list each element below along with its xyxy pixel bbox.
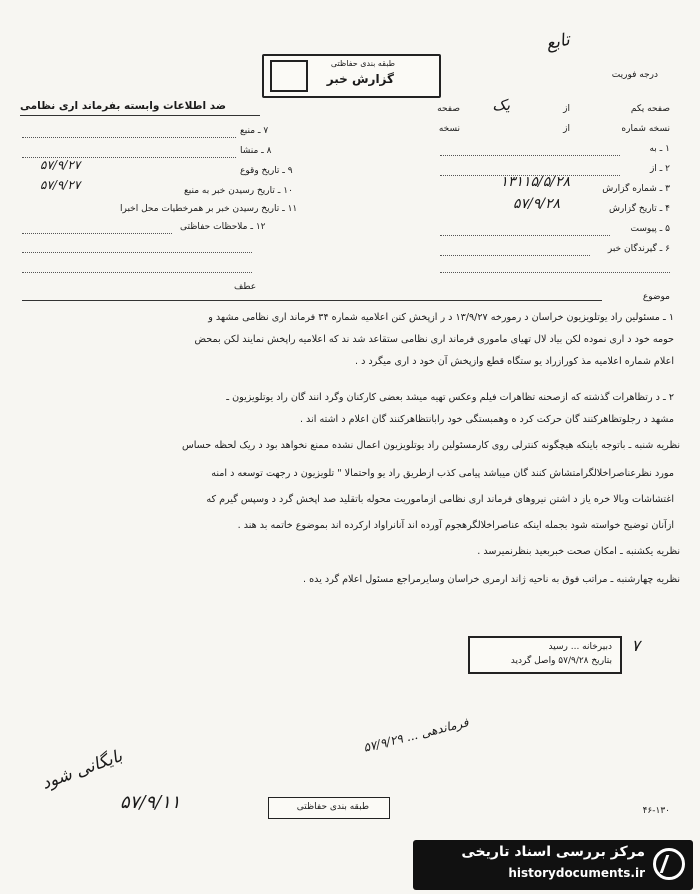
body-line: ۱ ـ مسئولین راد یوتلویزیون خراسان د رمورخه ۱۳/۹/۲۷ د ر ازپخش کنن اعلامیه شماره ۳۴ فرماند اری نظامی مشهد و — [208, 312, 674, 323]
watermark-title: مرکز بررسی اسناد تاریخی — [461, 844, 645, 860]
field-line — [22, 252, 252, 253]
unit-title: ضد اطلاعات وابسته بفرماند اری نظامی — [20, 100, 227, 112]
field-label: ۱۰ ـ تاریخ رسیدن خبر به منبع — [184, 186, 293, 196]
field-mid: از — [563, 104, 570, 114]
field-label: ۹ ـ تاریخ وقوع — [240, 166, 293, 176]
field-line — [440, 255, 590, 256]
field-label: ۶ ـ گیرندگان خبر — [607, 244, 670, 254]
field-label: ۱۲ ـ ملاحظات حفاظتی — [180, 222, 266, 232]
form-code: ۴۶-۱۳۰ — [642, 806, 670, 816]
bottom-stamp-label: طبقه بندی حفاظتی — [296, 802, 369, 812]
subject-left-label: عطف — [234, 282, 257, 292]
field-line — [22, 137, 236, 138]
body-line: نظریه یکشنبه ـ امکان صحت خبربعید بنظرنمیرسد . — [477, 546, 680, 557]
field-end: صفحه — [437, 104, 460, 114]
field-end: نسخه — [438, 124, 460, 134]
unit-title-underline — [20, 115, 260, 116]
field-label: ۳ ـ شماره گزارش — [602, 184, 670, 194]
watermark-url: historydocuments.ir — [508, 866, 645, 880]
body-line: ۲ ـ د رتظاهرات گذشته که ازصحنه تظاهرات فیلم وعکس تهیه میشد بعضی کارکنان وگرد انند گان راد یوتلویزیون ـ — [226, 392, 674, 403]
field-label: صفحه یکم — [630, 104, 670, 114]
field-label: ۴ ـ تاریخ گزارش — [608, 204, 670, 214]
body-line: مشهد د رجلوتظاهرکنند گان حرکت کرد ه وهمبستگی خود رابانتظاهرکنند گان اعلام د اشته اند . — [299, 414, 674, 425]
body-line: نظریه شنبه ـ باتوجه باینکه هیچگونه کنترلی روی کارمسئولین راد یوتلویزیون اعمال نشده ممنع نخواهد بود د ریک لحظه حساس — [182, 440, 680, 451]
field-label: ۷ ـ منبع — [240, 126, 269, 136]
receipt-stamp-line1: دبیرخانه ... رسید — [548, 642, 612, 652]
bottom-classification-stamp — [268, 797, 390, 819]
receipt-stamp — [468, 636, 622, 674]
field-line — [440, 155, 620, 156]
body-line: نظریه چهارشنبه ـ مراتب فوق به ناحیه ژاند ارمری خراسان وسایرمراجع مسئول اعلام گرد یده . — [303, 574, 680, 585]
subject-label: موضوع — [642, 292, 670, 302]
handwritten-signature: بایگانی شود — [39, 746, 126, 794]
field-line — [22, 233, 172, 234]
field-label: ۱ ـ به — [649, 144, 670, 154]
field-label: ۸ ـ منشا — [240, 146, 272, 156]
handwritten-note-footer: فرماندهی ... ۵۷/۹/۲۹ — [362, 715, 471, 755]
degree-label: درجه فوریت — [611, 70, 658, 80]
subject-line — [22, 300, 602, 301]
side-number: ۷ — [631, 636, 640, 655]
body-line: ازآنان توضیح خواسته شود بجمله اینکه عناصراخلالگرهجوم آورده اند آنانراواد ارکرده اند بموضوع خاتمه بد هند . — [237, 520, 674, 531]
stamp-label: طبقه بندی حفاظتی — [330, 59, 395, 68]
body-line: مورد نظرعناصراخلالگرامتشاش کنند گان میباشد پیامی کذب ازطریق راد یو واحتمالا " تلویزیون د رجهت توسعه د امنه — [211, 468, 674, 479]
body-line: حومه خود د اری نموده لکن بیاد لال تهیای ماموری فرماند اری نظامی ستقاعد شد ند که اعلامیه راپخش نمایند لکن بمحض — [194, 334, 674, 345]
stamp-title: گزارش خبر — [326, 72, 394, 86]
field-value: ۵۷/۹/۲۷ — [40, 158, 81, 172]
field-value: ۵۷/۹/۲۸ — [512, 196, 560, 212]
watermark-logo-icon — [653, 848, 685, 880]
body-line: اعلام شماره اعلامیه مذ کورازراد یو ستگاه قطع وازپخش آن خود د اری میگرد د . — [354, 356, 674, 367]
field-mid: از — [563, 124, 570, 134]
body-line: اغتشاشات وبالا خره یاز د اشتن نیروهای فرماند اری نظامی ازماموریت محوله باتقلید صد اپخش گرد د وسپس گیرم که — [206, 494, 674, 505]
field-label: ۱۱ ـ تاریخ رسیدن خبر بر همرخطیات محل اخبرا — [120, 204, 298, 214]
classification-stamp — [262, 54, 441, 98]
field-line — [22, 272, 252, 273]
field-label: ۵ ـ پیوست — [630, 224, 670, 234]
watermark-logo — [413, 840, 693, 890]
handwritten-note: تابع — [544, 29, 572, 55]
field-value: ۱۳۱۱۵/۵/۲۸ — [500, 174, 570, 190]
field-line — [440, 235, 610, 236]
stamp-box — [270, 60, 308, 92]
field-label: نسخه شماره — [621, 124, 670, 134]
field-value: ۵۷/۹/۲۷ — [40, 178, 81, 192]
field-line — [440, 272, 670, 273]
field-value: یک — [492, 96, 510, 114]
field-label: ۲ ـ از — [649, 164, 670, 174]
date-written: ۵۷/۹/۱۱ — [120, 792, 181, 813]
receipt-stamp-line2: بتاریخ ۵۷/۹/۲۸ واصل گردید — [510, 656, 612, 666]
